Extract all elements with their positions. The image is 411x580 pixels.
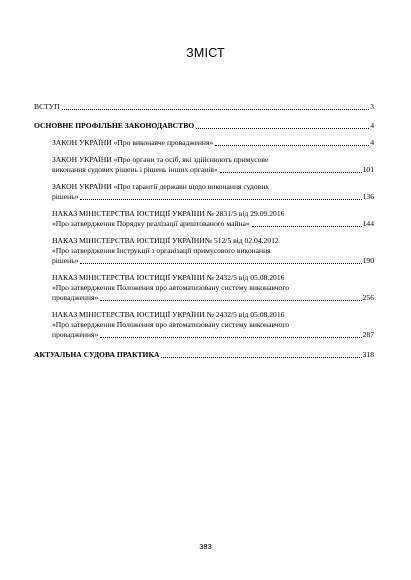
dot-leader: [196, 127, 369, 129]
toc-entry[interactable]: [34, 350, 374, 360]
toc-entry-text: НАКАЗ МІНІСТЕРСТВА ЮСТИЦІЇ УКРАЇНИ№ 512/5 від 02.04.2012: [52, 236, 279, 245]
toc-entry[interactable]: [52, 209, 374, 229]
toc-page-number: 190: [362, 256, 374, 265]
dot-leader: [100, 299, 361, 301]
toc-entry[interactable]: [34, 102, 374, 112]
toc-entry-title: рішень»: [52, 192, 79, 201]
dot-leader: [220, 171, 362, 173]
dot-leader: [252, 225, 362, 227]
dot-leader: [80, 262, 361, 264]
toc-entry-line: [34, 102, 374, 112]
toc-entry-title: ОСНОВНЕ ПРОФІЛЬНЕ ЗАКОНОДАВСТВО: [34, 121, 195, 130]
toc-page-number: 318: [362, 350, 374, 359]
toc-entry-title: виконання судових рішень і рішень інших органів»: [52, 165, 218, 174]
toc-entry-line: [52, 192, 374, 202]
page-number: 383: [199, 542, 212, 551]
toc-entry-line: [52, 293, 374, 303]
toc-entry-line: [52, 256, 374, 266]
toc-entry[interactable]: [52, 310, 374, 340]
toc-entry-line: [52, 219, 374, 229]
dot-leader: [215, 144, 369, 146]
toc-page-number: 136: [362, 192, 374, 201]
toc-entry-line: [34, 350, 374, 360]
toc-page-number: 101: [362, 165, 374, 174]
toc-page-number: 144: [362, 219, 374, 228]
toc-entry-line: [52, 138, 374, 148]
toc-entry-text: НАКАЗ МІНІСТЕРСТВА ЮСТИЦІЇ УКРАЇНИ № 2432/5 від 05.08.2016: [52, 310, 285, 319]
dot-leader: [80, 198, 361, 200]
toc-entry-text: ЗАКОН УКРАЇНИ «Про органи та осіб, які здійснюють примусове: [52, 155, 269, 164]
table-of-contents: [34, 102, 374, 360]
toc-page-number: 4: [370, 138, 374, 147]
toc-entry-title: ВСТУП: [34, 102, 60, 111]
toc-entry-title: «Про затвердження Порядку реалізації арештованого майна»: [52, 219, 250, 228]
toc-page-number: 256: [362, 293, 374, 302]
toc-entry[interactable]: [52, 273, 374, 303]
dot-leader: [161, 356, 361, 358]
toc-entry-text: НАКАЗ МІНІСТЕРСТВА ЮСТИЦІЇ УКРАЇНИ № 2831/5 від 29.09.2016: [52, 209, 285, 218]
toc-entry-text: НАКАЗ МІНІСТЕРСТВА ЮСТИЦІЇ УКРАЇНИ № 2432/5 від 05.08.2016: [52, 273, 285, 282]
page-title: ЗМІСТ: [186, 46, 225, 60]
toc-entry-text: «Про затвердження Інструкції з організації примусового виконання: [52, 246, 271, 255]
toc-page-number: 287: [362, 330, 374, 339]
toc-entry-line: [52, 165, 374, 175]
toc-entry-text: «Про затвердження Положення про автоматизовану систему виконавчого: [52, 320, 290, 329]
dot-leader: [100, 336, 361, 338]
toc-page-number: 3: [370, 102, 374, 111]
toc-page-number: 4: [370, 121, 374, 130]
toc-entry[interactable]: [52, 182, 374, 202]
toc-entry-title: АКТУАЛЬНА СУДОВА ПРАКТИКА: [34, 350, 160, 359]
toc-entry-line: [52, 330, 374, 340]
toc-entry[interactable]: [34, 121, 374, 131]
toc-entry[interactable]: [52, 155, 374, 175]
toc-entry-title: провадження»: [52, 330, 99, 339]
toc-entry-text: «Про затвердження Положення про автоматизовану систему виконавчого: [52, 283, 290, 292]
toc-entry[interactable]: [52, 236, 374, 266]
dot-leader: [62, 108, 370, 110]
toc-entry-title: провадження»: [52, 293, 99, 302]
toc-entry[interactable]: [52, 138, 374, 148]
toc-entry-title: ЗАКОН УКРАЇНИ «Про виконавче провадження»: [52, 138, 214, 147]
toc-entry-title: рішень»: [52, 256, 79, 265]
toc-entry-text: ЗАКОН УКРАЇНИ «Про гарантії держави щодо виконання судових: [52, 182, 270, 191]
toc-entry-line: [34, 121, 374, 131]
